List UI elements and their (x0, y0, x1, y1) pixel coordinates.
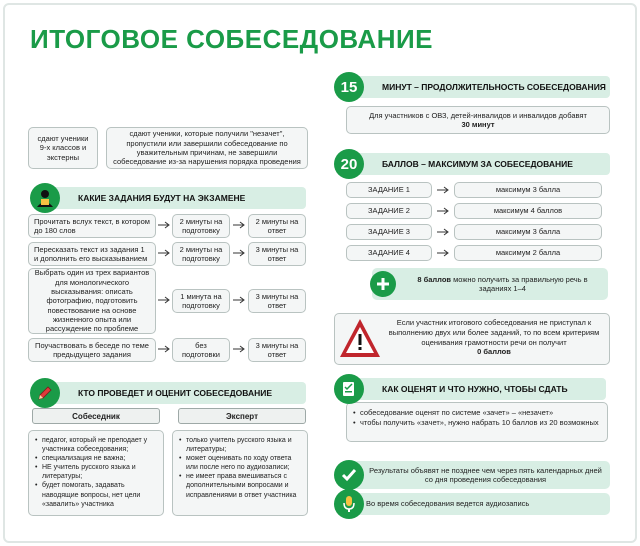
duration-note: Для участников с ОВЗ, детей-инвалидов и инвалидов добавят 30 минут (346, 106, 610, 134)
task-4-prep: без подготовки (172, 338, 230, 362)
pass-heading: КАК ОЦЕНЯТ И ЧТО НУЖНО, ЧТОБЫ СДАТЬ (344, 378, 606, 400)
score-task-4: ЗАДАНИЕ 4 (346, 245, 432, 261)
arrow-icon (437, 207, 449, 215)
student-icon (30, 183, 60, 213)
expert-list (172, 430, 308, 516)
list-item: • собеседование оценят по системе «зачет» – «незачет» (353, 408, 601, 418)
bonus-note: 8 баллов можно получить за правильную речь в заданиях 1–4 (372, 268, 608, 300)
score-max-3: максимум 3 балла (454, 224, 602, 240)
arrow-icon (158, 296, 170, 304)
audio-note: Во время собеседования ведется аудиозапись (346, 493, 610, 515)
task-row-3: Выбрать один из трех вариантов для монологического высказывания: описать фотографию, подготовить повествование на основе жизненного опыта или рассуждение по проблеме (28, 268, 156, 334)
arrow-icon (233, 345, 245, 353)
task-row-4: Поучаствовать в беседе по теме предыдущего задания (28, 338, 156, 362)
retake-students-box: сдают ученики, которые получили "незачет", пропустили или завершили собеседование по уважительным причинам, не завершили собеседование из-за нарушения порядка проведения (106, 127, 308, 169)
warning-text: Если участник итогового собеседования не приступал к выполнению двух или более заданий, то по всем критериям оценивания грамотности речи он получит 0 баллов (388, 318, 600, 357)
score-task-1: ЗАДАНИЕ 1 (346, 182, 432, 198)
list-item: • будет помогать, задавать наводящие вопросы, нет цели «завалить» участника (35, 481, 157, 508)
pass-list (346, 402, 608, 442)
task-3-answer: 3 минуты на ответ (248, 289, 306, 313)
arrow-icon (233, 296, 245, 304)
score-number: 20 (334, 149, 364, 179)
arrow-icon (158, 221, 170, 229)
list-item: • педагог, который не преподает у участника собеседования; (35, 436, 157, 454)
arrow-icon (233, 221, 245, 229)
list-item: • специализация не важна; (35, 454, 157, 463)
arrow-icon (437, 228, 449, 236)
interlocutor-heading: Собеседник (32, 408, 160, 424)
pencil-icon (30, 378, 60, 408)
eligible-students-box: сдают ученики 9-х классов и экстерны (28, 127, 98, 169)
score-task-3: ЗАДАНИЕ 3 (346, 224, 432, 240)
page-title: ИТОГОВОЕ СОБЕСЕДОВАНИЕ (30, 24, 433, 54)
expert-heading: Эксперт (178, 408, 306, 424)
arrow-icon (158, 249, 170, 257)
arrow-icon (437, 186, 449, 194)
microphone-icon (334, 489, 364, 519)
duration-heading: МИНУТ – ПРОДОЛЖИТЕЛЬНОСТЬ СОБЕСЕДОВАНИЯ (344, 76, 610, 98)
task-1-answer: 2 минуты на ответ (248, 214, 306, 238)
checklist-icon (334, 374, 364, 404)
score-heading: БАЛЛОВ – МАКСИМУМ ЗА СОБЕСЕДОВАНИЕ (344, 153, 610, 175)
task-2-answer: 3 минуты на ответ (248, 242, 306, 266)
arrow-icon (437, 249, 449, 257)
check-icon (334, 460, 364, 490)
score-max-4: максимум 2 балла (454, 245, 602, 261)
list-item: • НЕ учитель русского языка и литературы; (35, 463, 157, 481)
tasks-heading: КАКИЕ ЗАДАНИЯ БУДУТ НА ЭКЗАМЕНЕ (40, 187, 306, 209)
task-4-answer: 3 минуты на ответ (248, 338, 306, 362)
task-row-1: Прочитать вслух текст, в котором до 180 слов (28, 214, 156, 238)
plus-icon (370, 271, 396, 297)
task-row-2: Пересказать текст из задания 1 и дополнить его высказыванием (28, 242, 156, 266)
who-heading: КТО ПРОВЕДЕТ И ОЦЕНИТ СОБЕСЕДОВАНИЕ (40, 382, 306, 404)
list-item: • может оценивать по ходу ответа или после него по аудиозаписи; (179, 454, 301, 472)
task-2-prep: 2 минуты на подготовку (172, 242, 230, 266)
score-max-1: максимум 3 балла (454, 182, 602, 198)
task-1-prep: 2 минуты на подготовку (172, 214, 230, 238)
arrow-icon (158, 345, 170, 353)
list-item: • только учитель русского языка и литературы; (179, 436, 301, 454)
duration-number: 15 (334, 72, 364, 102)
interlocutor-list (28, 430, 164, 516)
results-note: Результаты объявят не позднее чем через пять календарных дней со дня проведения собеседования (346, 461, 610, 489)
score-max-2: максимум 4 баллов (454, 203, 602, 219)
warning-icon (338, 317, 382, 364)
score-task-2: ЗАДАНИЕ 2 (346, 203, 432, 219)
task-3-prep: 1 минута на подготовку (172, 289, 230, 313)
arrow-icon (233, 249, 245, 257)
list-item: • чтобы получить «зачет», нужно набрать 10 баллов из 20 возможных (353, 418, 601, 428)
list-item: • не имеет права вмешиваться с дополнительными вопросами и исправлениями в ответ участника (179, 472, 301, 499)
